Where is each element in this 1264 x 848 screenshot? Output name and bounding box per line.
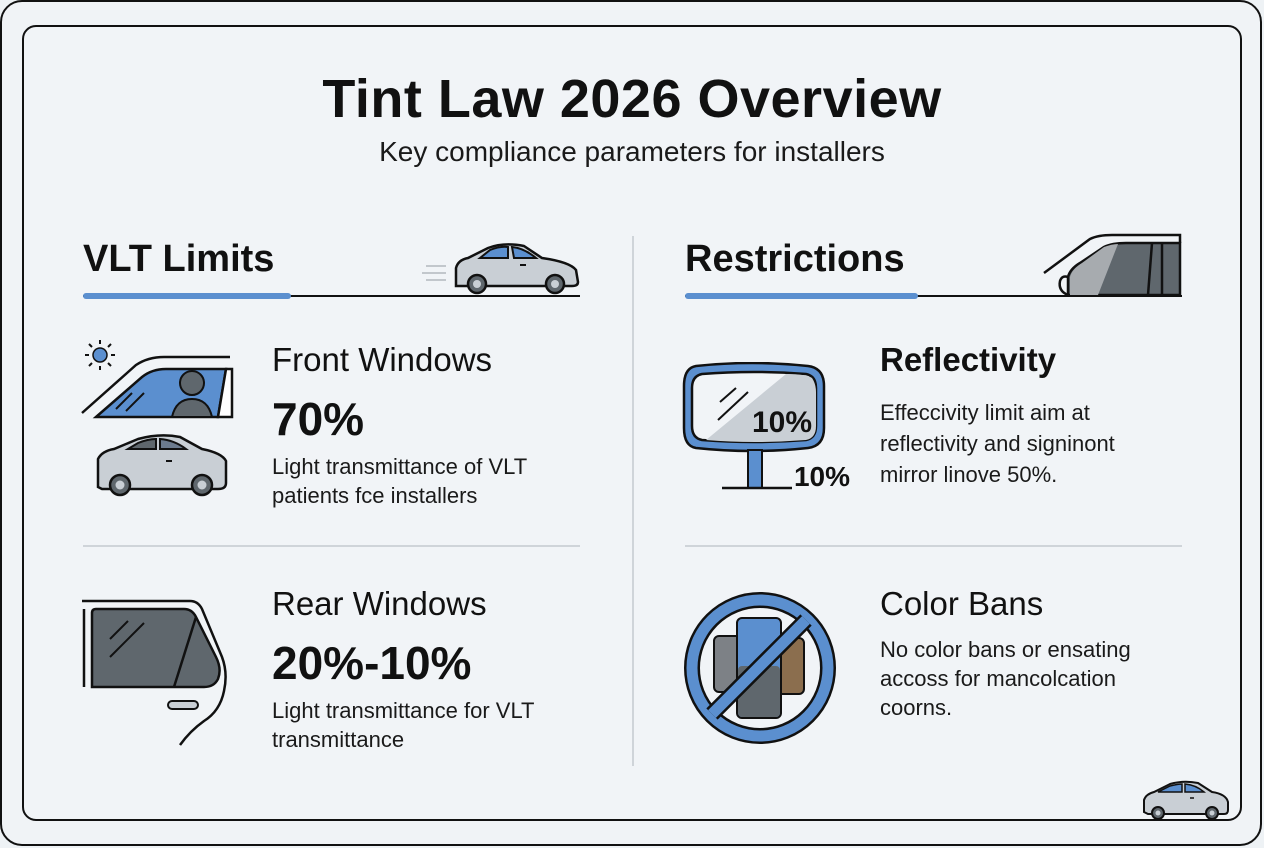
- rear-windows-desc-line1: Light transmittance for VLT: [272, 698, 535, 723]
- page-title: Tint Law 2026 Overview: [322, 69, 942, 129]
- section-accent-restrictions: [685, 293, 918, 299]
- rear-door-window-icon: [80, 595, 240, 750]
- rear-windows-description: [272, 696, 535, 754]
- front-windows-value: 70%: [272, 393, 365, 445]
- color-bans-desc-line2: accoss for mancolcation: [880, 666, 1116, 691]
- reflectivity-title: Reflectivity: [880, 341, 1057, 378]
- front-windows-title: Front Windows: [272, 341, 493, 378]
- section-accent-vlt: [83, 293, 291, 299]
- front-windows-description: [272, 452, 527, 510]
- section-title-restrictions: Restrictions: [685, 238, 905, 280]
- color-bans-desc-line1: No color bans or ensating: [880, 637, 1131, 662]
- color-bans-desc-line3: coorns.: [880, 695, 953, 720]
- reflectivity-desc-line1: Effeccivity limit aim at: [880, 400, 1090, 425]
- page-subtitle: Key compliance parameters for installers: [379, 136, 885, 167]
- mirror-icon: [682, 362, 857, 494]
- divider-vlt: [83, 545, 580, 547]
- front-windows-desc-line2: patients fce installers: [272, 483, 478, 508]
- reflectivity-desc-line2: reflectivity and signinont: [880, 431, 1115, 456]
- rear-windows-value: 20%-10%: [272, 637, 472, 689]
- svg-text:10%: 10%: [793, 461, 851, 492]
- front-window-driver-icon: [80, 337, 240, 497]
- color-bans-title: Color Bans: [880, 585, 1044, 622]
- reflectivity-desc-line3: mirror linove 50%.: [880, 462, 1058, 487]
- no-color-swatches-icon: [682, 590, 838, 746]
- front-windows-desc-line1: Light transmittance of VLT: [272, 454, 528, 479]
- reflectivity-description: [880, 397, 1115, 490]
- car-motion-icon: [420, 240, 585, 296]
- color-bans-description: [880, 635, 1131, 722]
- column-divider: [632, 236, 634, 766]
- rear-windows-title: Rear Windows: [272, 585, 487, 622]
- svg-text:10%: 10%: [751, 406, 813, 439]
- tinted-window-icon: [1040, 233, 1185, 297]
- rear-windows-desc-line2: transmittance: [272, 727, 405, 752]
- divider-restrictions: [685, 545, 1182, 547]
- section-title-vlt: VLT Limits: [83, 238, 275, 280]
- car-icon: [1140, 780, 1232, 822]
